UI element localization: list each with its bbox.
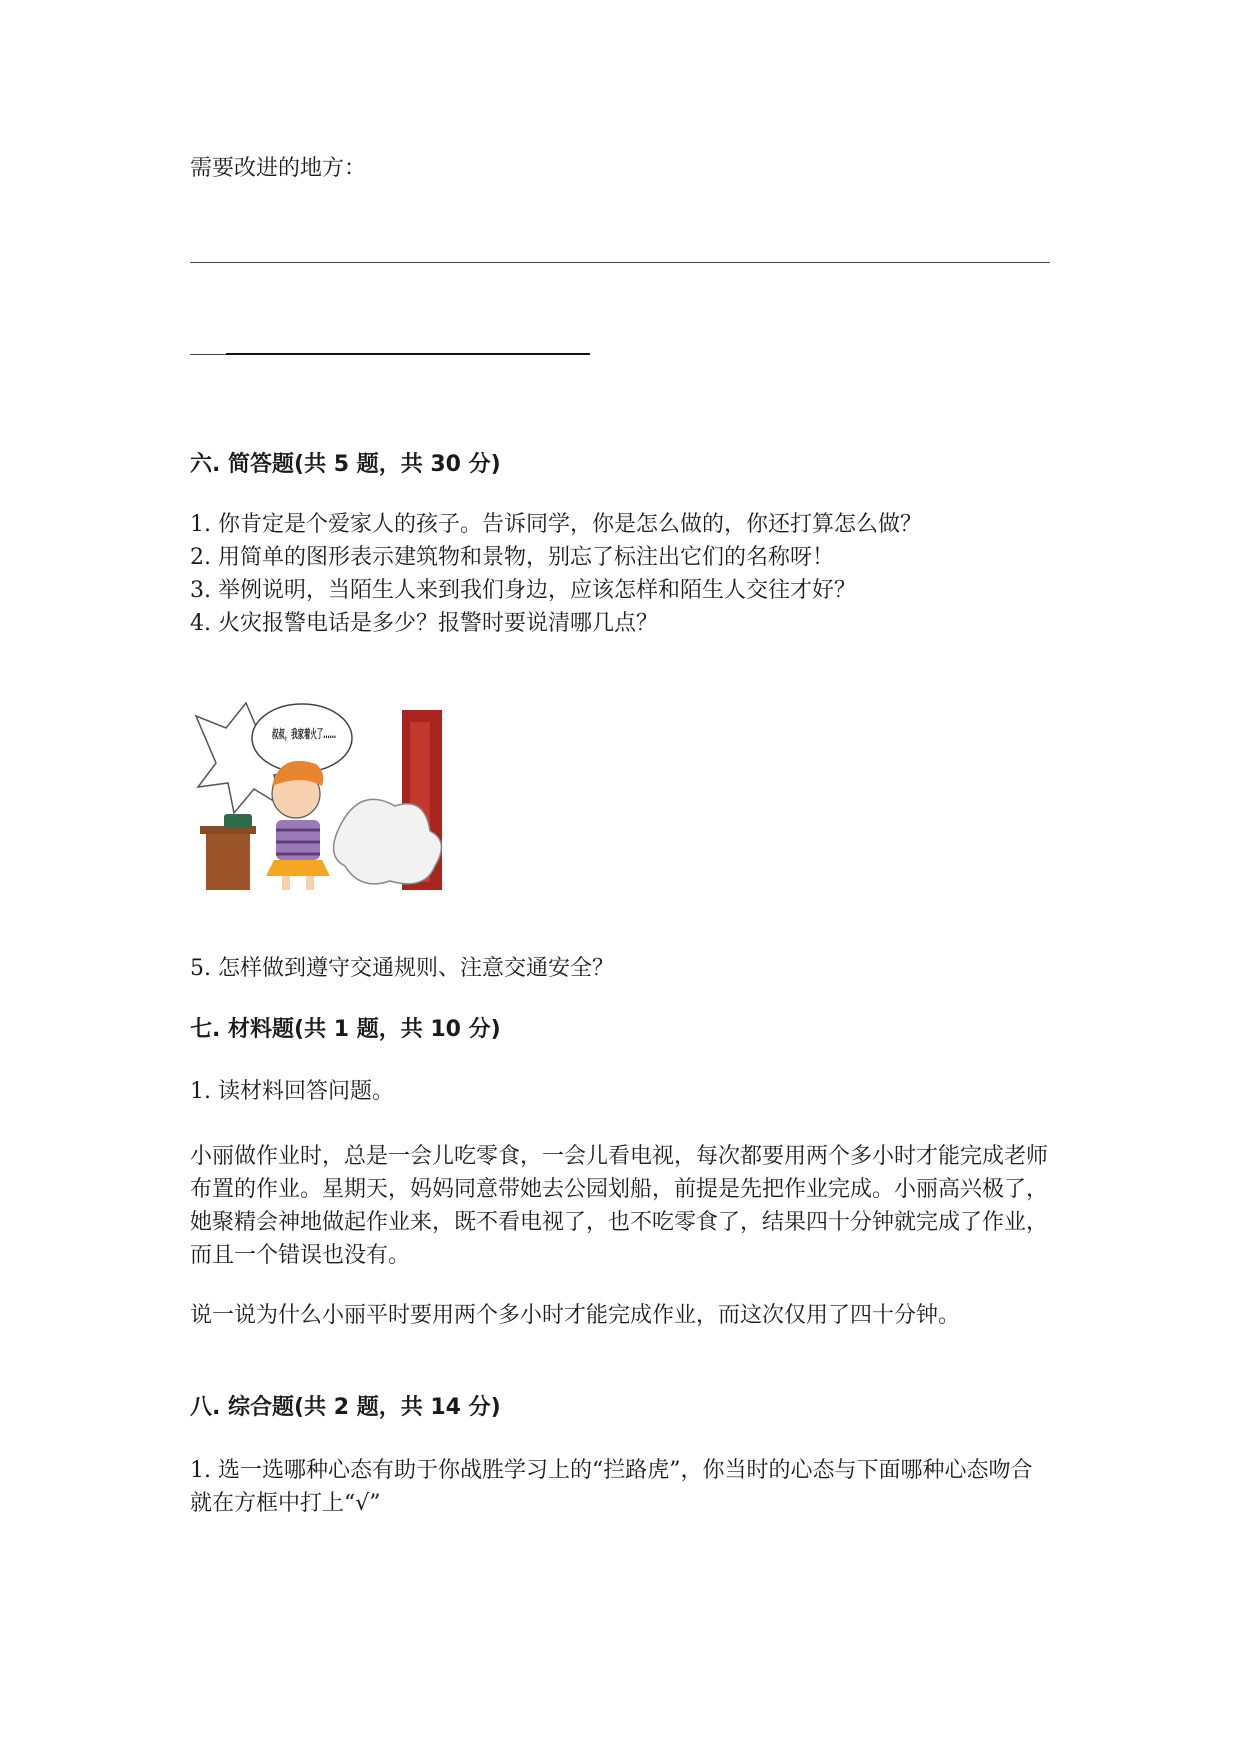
answer-line-1 <box>190 262 1050 263</box>
material-text: 小丽做作业时，总是一会儿吃零食，一会儿看电视，每次都要用两个多小时才能完成老师布置的作业。星期天，妈妈同意带她去公园划船，前提是先把作业完成。小丽高兴极了，她聚精会神地做起作业来，既不看电视了，也不吃零食了，结果四十分钟就完成了作业，而且一个错误也没有。 <box>190 1144 1049 1268</box>
shorts-icon <box>266 860 330 876</box>
question-7-1: 1. 读材料回答问题。 <box>190 1079 394 1104</box>
section-8-title: 八. 综合题(共 2 题，共 14 分) <box>190 1395 501 1420</box>
fire-call-illustration <box>190 696 446 896</box>
answer-line-2-start <box>190 354 226 355</box>
phone-icon <box>224 814 252 828</box>
table-icon <box>206 834 250 890</box>
material-question: 说一说为什么小丽平时要用两个多小时才能完成作业，而这次仅用了四十分钟。 <box>190 1303 961 1328</box>
answer-line-2 <box>226 353 590 355</box>
question-6-5: 5. 怎样做到遵守交通规则、注意交通安全？ <box>190 956 614 981</box>
section-6-title: 六. 简答题(共 5 题，共 30 分) <box>190 452 501 477</box>
improve-label: 需要改进的地方： <box>190 156 367 181</box>
question-8-1: 1. 选一选哪种心态有助于你战胜学习上的“拦路虎”，你当时的心态与下面哪种心态吻合就在方框中打上“√” <box>190 1458 1033 1516</box>
question-6-3: 3. 举例说明，当陌生人来到我们身边，应该怎样和陌生人交往才好？ <box>190 578 856 603</box>
question-6-2: 2. 用简单的图形表示建筑物和景物，别忘了标注出它们的名称呀！ <box>190 545 834 570</box>
section-7-title: 七. 材料题(共 1 题，共 10 分) <box>190 1017 501 1042</box>
speech-text: 叔叔，我家着火了…… <box>272 727 392 741</box>
question-6-1: 1. 你肯定是个爱家人的孩子。告诉同学，你是怎么做的，你还打算怎么做？ <box>190 512 922 537</box>
question-6-4: 4. 火灾报警电话是多少？报警时要说清哪几点？ <box>190 611 658 636</box>
